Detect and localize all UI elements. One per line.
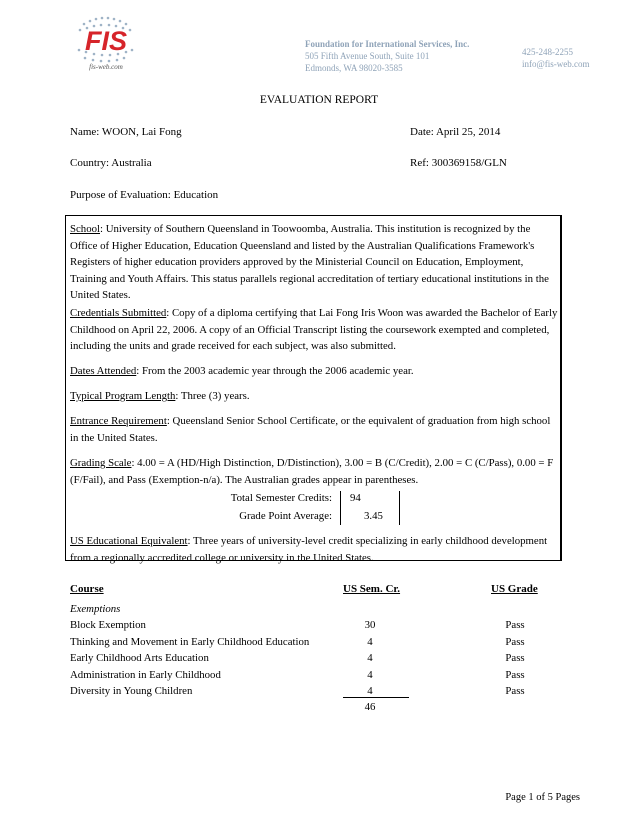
length-text: : Three (3) years.: [175, 390, 250, 402]
grading-label: Grading Scale: [70, 457, 132, 469]
org-name: Foundation for International Services, Inc.: [305, 39, 470, 49]
report-title: EVALUATION REPORT: [259, 94, 379, 106]
course-name: Thinking and Movement in Early Childhood Education: [70, 635, 310, 648]
length-label: Typical Program Length: [70, 390, 176, 402]
course-credits: 4: [367, 652, 373, 664]
date-field: Date: April 25, 2014: [410, 126, 501, 138]
course-credits: 4: [367, 635, 373, 648]
school-text: : University of Southern Queensland in Toowoomba, Australia. This institution is recognized by the Office of Higher Education, Education Queensland and listed by the Australian Qualifications Framework's Registers of higher education providers approved by the Ministerial Council on Education, Employment, Training and Youth Affairs. This status parallels regional accreditation of tertiary educational institutions in the United States.: [70, 223, 549, 302]
org-address-1: 505 Fifth Avenue South, Suite 101: [305, 51, 430, 61]
course-header: Course: [70, 583, 104, 595]
contact-block: [522, 46, 590, 70]
dates-paragraph: [70, 363, 560, 380]
course-grade: Pass: [505, 619, 525, 631]
total-credits-label: Total Semester Credits:: [230, 492, 332, 504]
country-field: Country: Australia: [70, 157, 152, 169]
name-field: Name: WOON, Lai Fong: [70, 126, 182, 138]
credentials-paragraph: [70, 305, 560, 355]
equivalent-text: : Three years of university-level credit specializing in early childhood development from a regionally accredited college or university in the United States.: [70, 535, 548, 564]
total-rule: [343, 697, 409, 698]
course-grade: Pass: [505, 635, 525, 648]
grading-text: : 4.00 = A (HD/High Distinction, D/Distinction), 3.00 = B (C/Credit), 2.00 = C (C/Pass), 0.00 = F (F/Fail), and Pass (Exemption-n/a). The Australian grades appear in parentheses.: [70, 457, 554, 486]
course-credits: 4: [367, 685, 373, 697]
exemptions-section-label: Exemptions: [70, 603, 121, 615]
fis-logo: [52, 6, 162, 72]
ref-field: Ref: 300369158/GLN: [410, 157, 507, 169]
credits-header: US Sem. Cr.: [343, 583, 401, 595]
school-paragraph: [70, 221, 560, 304]
org-email: info@fis-web.com: [522, 59, 590, 69]
equivalent-paragraph: [70, 533, 560, 566]
grading-paragraph: [70, 455, 560, 488]
course-name: Diversity in Young Children: [70, 685, 193, 697]
org-block: [305, 38, 469, 74]
length-paragraph: [70, 388, 560, 405]
svg-text:fis-web.com: fis-web.com: [89, 63, 123, 71]
entrance-label: Entrance Requirement: [70, 415, 167, 427]
credentials-text: : Copy of a diploma certifying that Lai Fong Iris Woon was awarded the Bachelor of Early Childhood on April 22, 2006. A copy of an Official Transcript listing the coursework exempted and completed, including the units and grade received for each subject, was also submitted.: [70, 307, 558, 353]
total-credits-sum: 46: [364, 701, 376, 713]
page-footer: Page 1 of 5 Pages: [505, 792, 580, 803]
entrance-paragraph: [70, 413, 560, 446]
dates-label: Dates Attended: [70, 365, 137, 377]
school-label: School: [70, 223, 100, 235]
dates-text: : From the 2003 academic year through the 2006 academic year.: [136, 365, 414, 377]
purpose-field: Purpose of Evaluation: Education: [70, 189, 219, 201]
course-name: Administration in Early Childhood: [70, 668, 221, 681]
credit-divider-left: [340, 491, 341, 525]
credentials-label: Credentials Submitted: [70, 307, 167, 319]
gpa-value: 3.45: [364, 510, 383, 522]
course-grade: Pass: [505, 685, 525, 697]
course-grade: Pass: [505, 652, 525, 664]
entrance-text: : Queensland Senior School Certificate, or the equivalent of graduation from high school in the United States.: [70, 415, 551, 444]
equivalent-label: US Educational Equivalent: [70, 535, 188, 547]
total-credits-value: 94: [350, 492, 361, 504]
course-name: Block Exemption: [70, 619, 146, 631]
course-grade: Pass: [505, 668, 525, 681]
org-phone: 425-248-2255: [522, 47, 573, 57]
credit-divider-right: [399, 491, 400, 525]
course-credits: 30: [364, 619, 376, 631]
grade-header: US Grade: [491, 583, 538, 595]
course-credits: 4: [367, 668, 373, 681]
svg-text:FIS: FIS: [84, 26, 128, 56]
gpa-label: Grade Point Average:: [239, 510, 332, 522]
org-address-2: Edmonds, WA 98020-3585: [305, 63, 403, 73]
course-name: Early Childhood Arts Education: [70, 652, 209, 664]
